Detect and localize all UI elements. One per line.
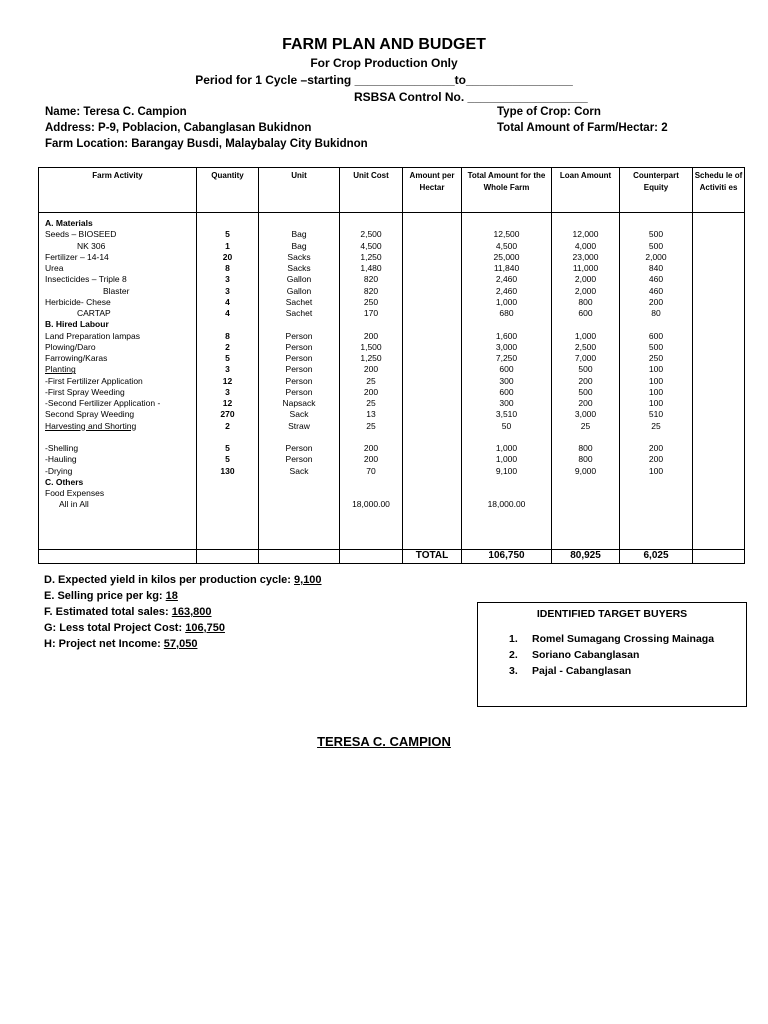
loan-cell: 23,000 xyxy=(572,251,599,262)
header-quantity: Quantity xyxy=(197,168,259,213)
unit-cell: Sack xyxy=(289,409,309,420)
quantity-cell: 8 xyxy=(225,263,230,273)
farmer-address: Address: P-9, Poblacion, Cabanglasan Bukidnon xyxy=(45,122,312,134)
net-income-value: 57,050 xyxy=(163,638,198,650)
loan-cell xyxy=(552,319,619,330)
unit-cell: Person xyxy=(285,341,313,352)
unit-cost-cell: 1,250 xyxy=(360,353,382,363)
equity-cell xyxy=(620,218,692,229)
loan-cell xyxy=(552,218,619,229)
unit-cell: Sacks xyxy=(287,263,311,273)
quantity-cell: 12 xyxy=(222,375,233,386)
quantity-cell: 4 xyxy=(225,308,230,318)
quantity-cell: 3 xyxy=(225,285,230,296)
unit-cost-cell: 1,250 xyxy=(360,251,382,262)
unit-cell: Person xyxy=(285,386,313,397)
activity-cell: Second Spray Weeding xyxy=(45,409,135,420)
unit-cell: Bag xyxy=(291,229,307,240)
activity-cell: Seeds – BIOSEED xyxy=(45,229,117,240)
activity-cell: -First Fertilizer Application xyxy=(45,375,143,386)
equity-cell: 500 xyxy=(648,240,664,251)
activity-cell: -First Spray Weeding xyxy=(45,386,125,397)
net-income: H: Project net Income: 57,050 xyxy=(44,638,198,650)
equity-cell: 500 xyxy=(648,341,664,352)
amount-per-hectar-column xyxy=(403,213,462,550)
activity-cell: NK 306 xyxy=(77,240,106,251)
loan-cell: 4,000 xyxy=(574,240,597,251)
loan-cell: 200 xyxy=(578,398,593,408)
activity-cell: Harvesting and Shorting xyxy=(45,420,137,431)
loan-cell: 2,000 xyxy=(574,285,597,296)
total-cell: 12,500 xyxy=(493,229,520,240)
unit-cell xyxy=(259,218,339,229)
crop-type: Type of Crop: Corn xyxy=(497,106,601,118)
unit-cell: Person xyxy=(285,364,313,375)
unit-cell: Gallon xyxy=(286,285,312,296)
unit-cell: Straw xyxy=(288,420,310,431)
selling-price: E. Selling price per kg: 18 xyxy=(44,590,178,602)
loan-cell: 800 xyxy=(578,296,593,307)
equity-cell xyxy=(620,488,692,499)
total-row xyxy=(39,550,745,564)
unit-cost-cell: 18,000.00 xyxy=(352,499,390,510)
unit-cost-cell: 170 xyxy=(363,308,379,318)
unit-cost-cell: 200 xyxy=(363,364,379,375)
quantity-cell: 130 xyxy=(220,465,235,476)
activity-cell: CARTAP xyxy=(77,308,111,318)
activity-cell: Herbicide- Chese xyxy=(45,296,111,307)
quantity-cell: 5 xyxy=(225,353,230,363)
activity-cell: Land Preparation lampas xyxy=(45,330,140,341)
activity-cell: All in All xyxy=(59,499,89,510)
equity-cell: 250 xyxy=(648,353,664,363)
equity-cell: 100 xyxy=(648,364,664,375)
buyer-item: 1. Romel Sumagang Crossing Mainaga xyxy=(509,633,715,645)
equity-cell: 460 xyxy=(648,285,664,296)
quantity-cell xyxy=(197,319,258,330)
activity-cell: C. Others xyxy=(45,476,84,487)
header-loan-amount: Loan Amount xyxy=(552,168,620,213)
quantity-cell: 4 xyxy=(225,296,230,307)
unit-cell: Sachet xyxy=(285,308,313,318)
quantity-cell: 5 xyxy=(225,454,230,465)
loan-cell: 11,000 xyxy=(572,263,599,273)
activity-cell: Blaster xyxy=(103,285,130,296)
table-header-row xyxy=(39,168,745,213)
loan-cell xyxy=(552,488,619,499)
unit-cell: Sacks xyxy=(287,251,311,262)
loan-cell: 2,500 xyxy=(574,341,597,352)
total-cell: 25,000 xyxy=(493,251,520,262)
activity-cell: Insecticides – Triple 8 xyxy=(45,274,127,285)
farmer-name: Name: Teresa C. Campion xyxy=(45,106,187,118)
quantity-cell: 20 xyxy=(222,251,233,262)
equity-cell xyxy=(620,319,692,330)
loan-cell: 200 xyxy=(578,375,593,386)
header-total-amount: Total Amount for the Whole Farm xyxy=(462,168,552,213)
quantity-cell: 8 xyxy=(225,330,230,341)
buyer-item: 2. Soriano Cabanglasan xyxy=(509,649,640,661)
unit-cost-cell: 25 xyxy=(366,398,376,408)
unit-cell xyxy=(259,432,339,443)
quantity-cell xyxy=(197,218,258,229)
activity-cell: -Second Fertilizer Application - xyxy=(45,398,161,408)
unit-cost-cell: 200 xyxy=(363,454,379,465)
total-cell: 18,000.00 xyxy=(487,499,526,510)
total-loan-value: 80,925 xyxy=(552,550,620,564)
total-cell xyxy=(462,218,551,229)
unit-cost-cell: 1,480 xyxy=(360,263,382,273)
expected-yield-value: 9,100 xyxy=(294,574,322,586)
document-title: FARM PLAN AND BUDGET xyxy=(282,36,486,53)
quantity-cell xyxy=(197,488,258,499)
unit-cost-cell: 70 xyxy=(366,465,376,476)
unit-cost-cell: 1,500 xyxy=(360,341,382,352)
loan-cell: 2,000 xyxy=(574,274,597,285)
loan-cell: 9,000 xyxy=(574,465,597,476)
estimated-sales-value: 163,800 xyxy=(171,606,212,618)
loan-cell: 12,000 xyxy=(572,229,599,240)
equity-cell xyxy=(620,432,692,443)
equity-cell: 100 xyxy=(648,398,664,408)
total-cell: 1,000 xyxy=(495,454,518,465)
total-cell: 1,600 xyxy=(495,330,518,341)
total-cell: 2,460 xyxy=(495,285,518,296)
unit-cell: Gallon xyxy=(286,274,312,285)
total-cell: 7,250 xyxy=(495,353,518,363)
equity-cell: 200 xyxy=(648,443,664,453)
activity-cell: B. Hired Labour xyxy=(45,319,109,330)
quantity-cell: 12 xyxy=(222,398,233,408)
unit-cost-cell: 250 xyxy=(363,296,379,307)
header-schedule: Schedu le of Activiti es xyxy=(693,168,745,213)
unit-cost-cell: 820 xyxy=(363,285,379,296)
loan-amount-column xyxy=(552,213,620,550)
total-cell: 2,460 xyxy=(495,274,518,285)
activity-cell: -Hauling xyxy=(45,454,77,465)
total-amount-column xyxy=(462,213,552,550)
loan-cell: 500 xyxy=(578,364,593,375)
project-cost-value: 106,750 xyxy=(185,622,225,634)
unit-cost-cell: 200 xyxy=(363,386,379,397)
total-cell xyxy=(462,319,551,330)
quantity-cell xyxy=(197,432,258,443)
unit-cost-cell xyxy=(340,432,402,443)
loan-cell: 800 xyxy=(578,454,593,465)
activity-cell: Farrowing/Karas xyxy=(45,353,108,363)
equity-cell: 510 xyxy=(648,409,664,420)
equity-cell: 80 xyxy=(651,308,661,318)
header-amount-per-hectar: Amount per Hectar xyxy=(403,168,462,213)
unit-cell: Person xyxy=(285,443,313,453)
equity-cell: 600 xyxy=(648,330,664,341)
budget-table xyxy=(38,167,745,564)
total-cell: 1,000 xyxy=(495,296,518,307)
unit-cost-cell xyxy=(340,319,402,330)
unit-cell: Bag xyxy=(291,240,307,251)
unit-cell: Person xyxy=(285,330,313,341)
farm-location: Farm Location: Barangay Busdi, Malaybalay City Bukidnon xyxy=(45,138,368,150)
loan-cell: 7,000 xyxy=(574,353,597,363)
signature-name: TERESA C. CAMPION xyxy=(317,734,451,749)
unit-cell: Person xyxy=(285,454,313,465)
table-body-row xyxy=(39,213,745,550)
activity-column xyxy=(39,213,197,550)
equity-cell: 200 xyxy=(648,296,664,307)
unit-cell: Napsack xyxy=(282,398,316,408)
equity-cell xyxy=(620,477,692,488)
total-cell: 50 xyxy=(501,420,512,431)
expected-yield: D. Expected yield in kilos per production cycle: 9,100 xyxy=(44,574,322,586)
equity-cell: 200 xyxy=(648,454,664,465)
total-equity-value: 6,025 xyxy=(620,550,693,564)
total-cell: 3,510 xyxy=(495,409,518,420)
activity-cell xyxy=(45,432,196,443)
quantity-column xyxy=(197,213,259,550)
equity-cell: 100 xyxy=(648,465,664,476)
activity-cell: -Shelling xyxy=(45,443,79,453)
quantity-cell: 5 xyxy=(225,443,230,453)
schedule-column xyxy=(693,213,745,550)
equity-cell xyxy=(620,499,692,510)
total-cell xyxy=(462,477,551,488)
quantity-cell: 3 xyxy=(225,386,230,397)
estimated-sales: F. Estimated total sales: 163,800 xyxy=(44,606,212,618)
header-counterpart-equity: Counterpart Equity xyxy=(620,168,693,213)
equity-cell: 460 xyxy=(648,274,664,285)
header-unit-cost: Unit Cost xyxy=(340,168,403,213)
quantity-cell: 3 xyxy=(225,364,230,375)
target-buyers-box xyxy=(477,602,747,707)
unit-cell: Sack xyxy=(289,465,309,476)
quantity-cell: 1 xyxy=(225,240,230,251)
total-cell: 1,000 xyxy=(495,443,518,453)
header-farm-activity: Farm Activity xyxy=(39,168,197,213)
unit-column xyxy=(259,213,340,550)
activity-cell: Plowing/Daro xyxy=(45,341,96,352)
unit-cost-cell: 13 xyxy=(366,409,376,420)
unit-cell: Sachet xyxy=(285,296,313,307)
total-cell: 9,100 xyxy=(495,465,518,476)
total-cell: 600 xyxy=(499,386,514,397)
total-cell: 300 xyxy=(499,398,514,408)
activity-cell: A. Materials xyxy=(45,218,93,228)
unit-cost-cell: 200 xyxy=(363,443,379,453)
target-buyers-title: IDENTIFIED TARGET BUYERS xyxy=(536,608,688,620)
document-subtitle: For Crop Production Only xyxy=(310,56,458,70)
quantity-cell: 270 xyxy=(220,409,235,420)
unit-cell: Person xyxy=(285,375,313,386)
loan-cell: 25 xyxy=(580,420,591,431)
unit-cost-cell: 4,500 xyxy=(360,240,382,251)
equity-cell: 100 xyxy=(648,386,664,397)
loan-cell xyxy=(552,499,619,510)
quantity-cell: 2 xyxy=(225,341,230,352)
total-cell: 11,840 xyxy=(493,263,520,273)
activity-cell: Urea xyxy=(45,263,64,273)
loan-cell xyxy=(552,477,619,488)
rsbsa-control-line: RSBSA Control No. __________________ xyxy=(354,90,588,104)
quantity-cell: 5 xyxy=(225,229,230,240)
loan-cell: 1,000 xyxy=(574,330,597,341)
unit-cost-cell: 200 xyxy=(363,330,379,341)
equity-cell: 25 xyxy=(651,420,661,431)
activity-cell: Planting xyxy=(45,364,76,375)
equity-cell: 500 xyxy=(648,229,664,240)
total-cell: 3,000 xyxy=(495,341,518,352)
activity-cell: Food Expenses xyxy=(45,488,105,498)
total-label: TOTAL xyxy=(403,550,462,564)
unit-cell xyxy=(259,488,339,499)
total-cell: 4,500 xyxy=(495,240,518,251)
farm-area: Total Amount of Farm/Hectar: 2 xyxy=(497,122,668,134)
unit-cost-cell xyxy=(340,218,402,229)
total-cell: 680 xyxy=(499,308,514,318)
unit-cost-cell: 820 xyxy=(363,274,379,285)
unit-cell: Person xyxy=(285,353,313,363)
activity-cell: Fertilizer – 14-14 xyxy=(45,251,109,262)
equity-cell: 2,000 xyxy=(645,251,667,262)
header-unit: Unit xyxy=(259,168,340,213)
counterpart-equity-column xyxy=(620,213,693,550)
quantity-cell xyxy=(197,477,258,488)
total-cell: 300 xyxy=(499,375,514,386)
unit-cost-cell: 25 xyxy=(366,420,376,431)
unit-cost-cell: 25 xyxy=(366,375,376,386)
unit-cost-cell xyxy=(340,488,402,499)
unit-cost-cell xyxy=(340,477,402,488)
project-cost: G: Less total Project Cost: 106,750 xyxy=(44,622,225,634)
total-cell xyxy=(462,488,551,499)
loan-cell: 600 xyxy=(578,308,593,318)
equity-cell: 840 xyxy=(648,263,664,273)
quantity-cell: 2 xyxy=(225,420,230,431)
unit-cost-cell: 2,500 xyxy=(360,229,382,240)
quantity-cell: 3 xyxy=(225,274,230,285)
loan-cell: 800 xyxy=(578,443,593,453)
selling-price-value: 18 xyxy=(165,590,178,602)
unit-cell xyxy=(259,319,339,330)
total-cell: 600 xyxy=(499,364,514,375)
unit-cost-column xyxy=(340,213,403,550)
total-cell xyxy=(462,432,551,443)
equity-cell: 100 xyxy=(648,375,664,386)
unit-cell xyxy=(259,477,339,488)
period-line: Period for 1 Cycle –starting _______________to________________ xyxy=(195,73,573,87)
total-amount-value: 106,750 xyxy=(462,550,552,564)
buyer-item: 3. Pajal - Cabanglasan xyxy=(509,665,632,677)
loan-cell xyxy=(552,432,619,443)
loan-cell: 3,000 xyxy=(574,409,597,420)
unit-cell xyxy=(259,499,339,510)
quantity-cell xyxy=(197,499,258,510)
activity-cell: -Drying xyxy=(45,465,73,476)
loan-cell: 500 xyxy=(578,386,593,397)
